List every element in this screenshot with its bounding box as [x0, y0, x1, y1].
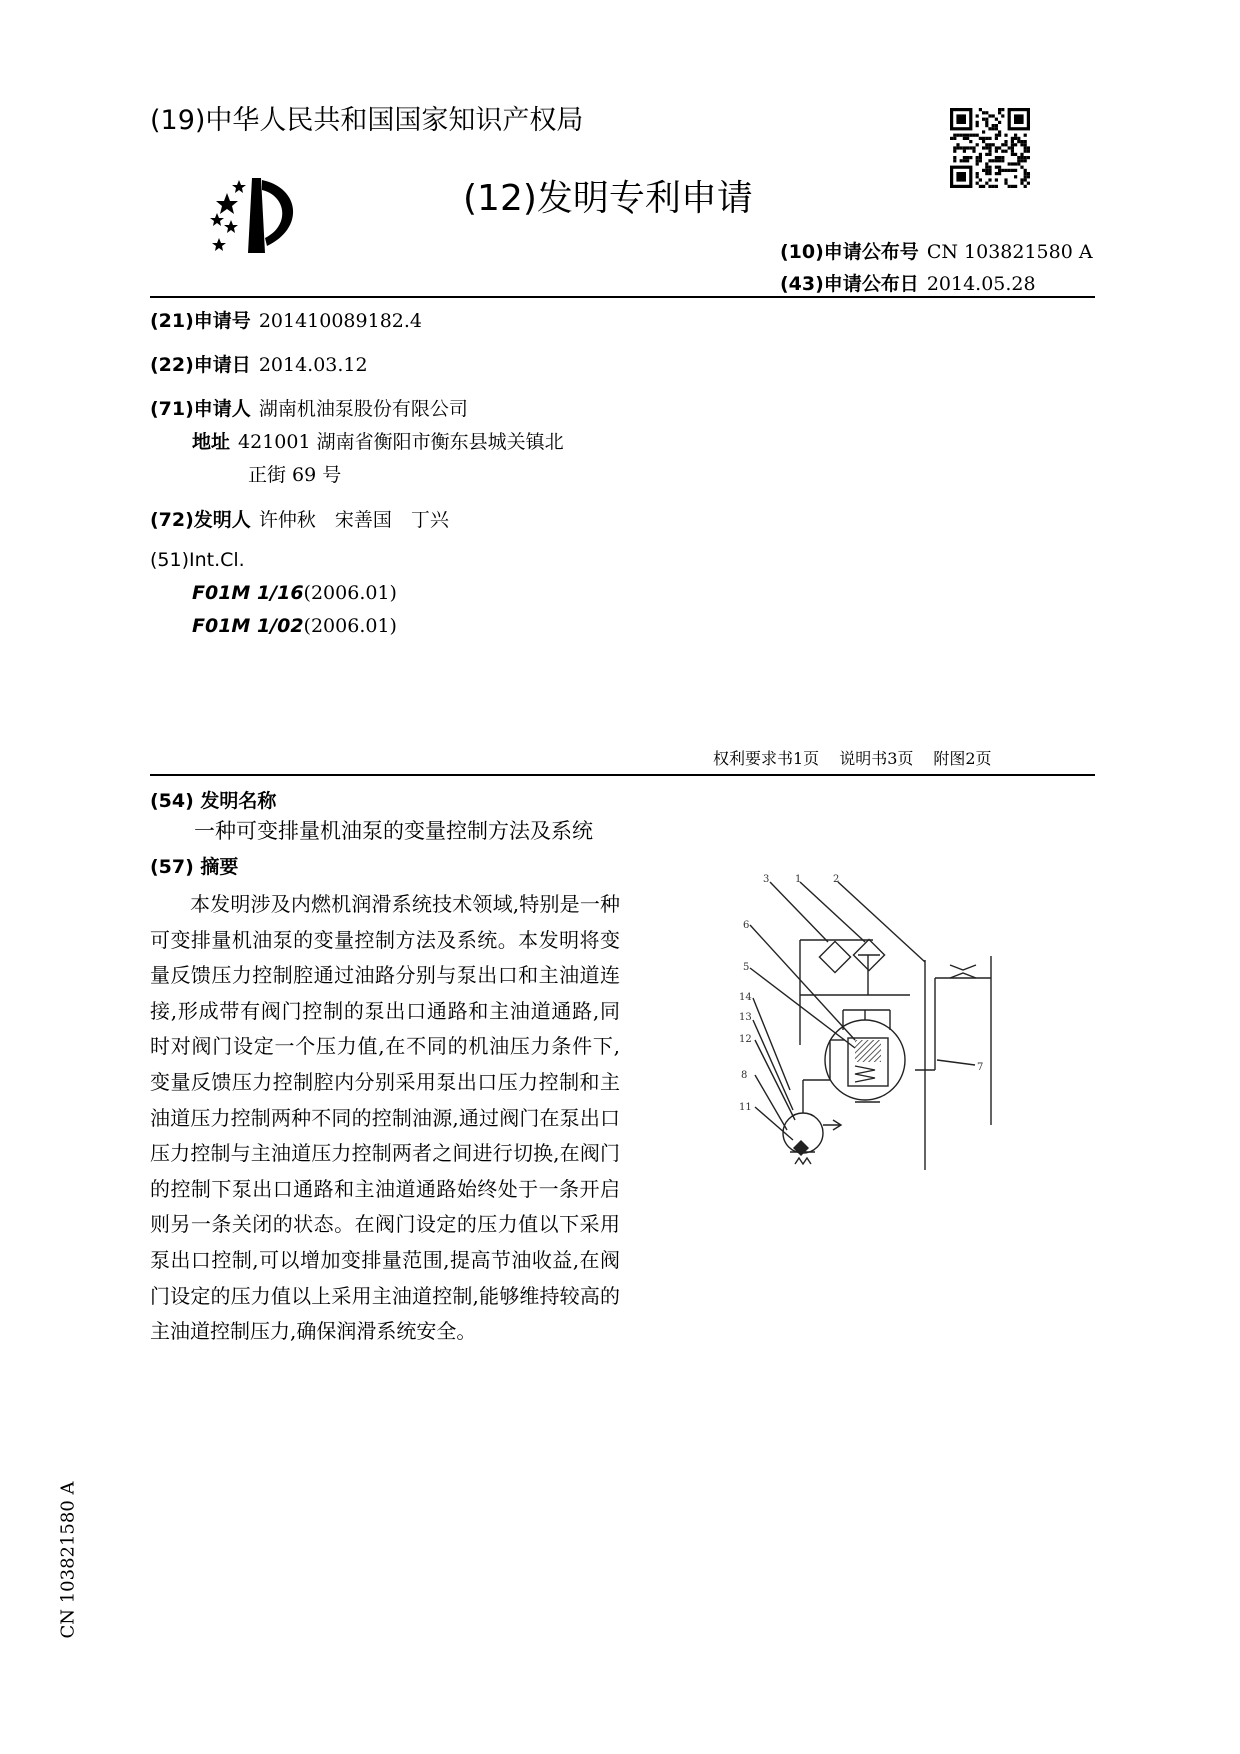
publication-date-value: 2014.05.28 [926, 273, 1036, 295]
inventor-value: 许仲秋 宋善国 丁兴 [258, 509, 449, 531]
figure-label: 8 [741, 1070, 748, 1081]
applicant-row [150, 394, 468, 421]
figure-label: 1 [795, 874, 802, 885]
ipc-row [150, 549, 245, 571]
section-divider [150, 774, 1095, 776]
abstract-text: 本发明涉及内燃机润滑系统技术领域,特别是一种可变排量机油泵的变量控制方法及系统。本发明将变量反馈压力控制腔通过油路分别与泵出口和主油道连接,形成带有阀门控制的泵出口通路和主油道通路,同时对阀门设定一个压力值,在不同的机油压力条件下,变量反馈压力控制腔内分别采用泵出口压力控制和主油道压力控制两种不同的控制油源,通过阀门在泵出口压力控制与主油道压力控制两者之间进行切换,在阀门的控制下泵出口通路和主油道通路始终处于一条开启则另一条关闭的状态。在阀门设定的压力值以下采用泵出口控制,可以增加变排量范围,提高节油收益,在阀门设定的压力值以上采用主油道控制,能够维持较高的主油道控制压力,确保润滑系统安全。 [150, 892, 620, 1344]
figure-label: 5 [743, 962, 750, 973]
figure-label: 11 [739, 1102, 752, 1113]
inventor-row [150, 505, 449, 532]
ipc-version: (2006.01) [303, 615, 397, 637]
cnipa-logo [205, 168, 315, 263]
application-number-value: 201410089182.4 [258, 310, 423, 332]
document-type: (12)发明专利申请 [463, 178, 753, 219]
figure-label: 7 [977, 1062, 984, 1073]
claims-pages: 权利要求书1页 [713, 749, 820, 768]
address-line-2-row [248, 460, 341, 487]
publication-number-value: CN 103821580 A [926, 241, 1093, 263]
publication-date-row [780, 269, 1036, 296]
invention-title: 一种可变排量机油泵的变量控制方法及系统 [194, 819, 593, 843]
figure-label: 6 [743, 920, 750, 931]
ipc-version: (2006.01) [303, 582, 397, 604]
description-pages: 说明书3页 [839, 749, 914, 768]
ipc-entry [192, 582, 397, 604]
ipc-label: (51)Int.Cl. [150, 549, 245, 571]
address-line-1: 421001 湖南省衡阳市衡东县城关镇北 [238, 431, 564, 453]
ipc-entry [192, 615, 397, 637]
application-number-row [150, 306, 422, 333]
publication-date-label: (43)申请公布日 [780, 273, 919, 295]
drawing-pages: 附图2页 [933, 749, 992, 768]
ipc-code: F01M 1/02 [192, 615, 304, 637]
page-counts [713, 746, 1012, 769]
header-divider [150, 296, 1095, 298]
application-date-label: (22)申请日 [150, 354, 251, 376]
figure-label: 2 [833, 874, 840, 885]
figure-label: 14 [739, 992, 752, 1003]
qr-code [950, 108, 1030, 188]
abstract-label: (57) 摘要 [150, 856, 239, 878]
figure-label: 3 [763, 874, 770, 885]
side-publication-number: CN 103821580 A [57, 1481, 79, 1639]
representative-drawing [715, 870, 1015, 1210]
application-date-row [150, 350, 368, 377]
address-row [192, 427, 564, 454]
publication-number-label: (10)申请公布号 [780, 241, 919, 263]
address-line-2: 正街 69 号 [248, 464, 342, 486]
applicant-label: (71)申请人 [150, 398, 251, 420]
ipc-code: F01M 1/16 [192, 582, 304, 604]
address-label: 地址 [192, 431, 231, 453]
application-date-value: 2014.03.12 [258, 354, 368, 376]
figure-label: 13 [739, 1012, 752, 1023]
invention-title-label: (54) 发明名称 [150, 790, 277, 812]
applicant-value: 湖南机油泵股份有限公司 [258, 398, 468, 420]
publication-number-row [780, 237, 1093, 264]
inventor-label: (72)发明人 [150, 509, 251, 531]
figure-label: 12 [739, 1034, 752, 1045]
application-number-label: (21)申请号 [150, 310, 251, 332]
office-name: (19)中华人民共和国国家知识产权局 [150, 105, 584, 136]
